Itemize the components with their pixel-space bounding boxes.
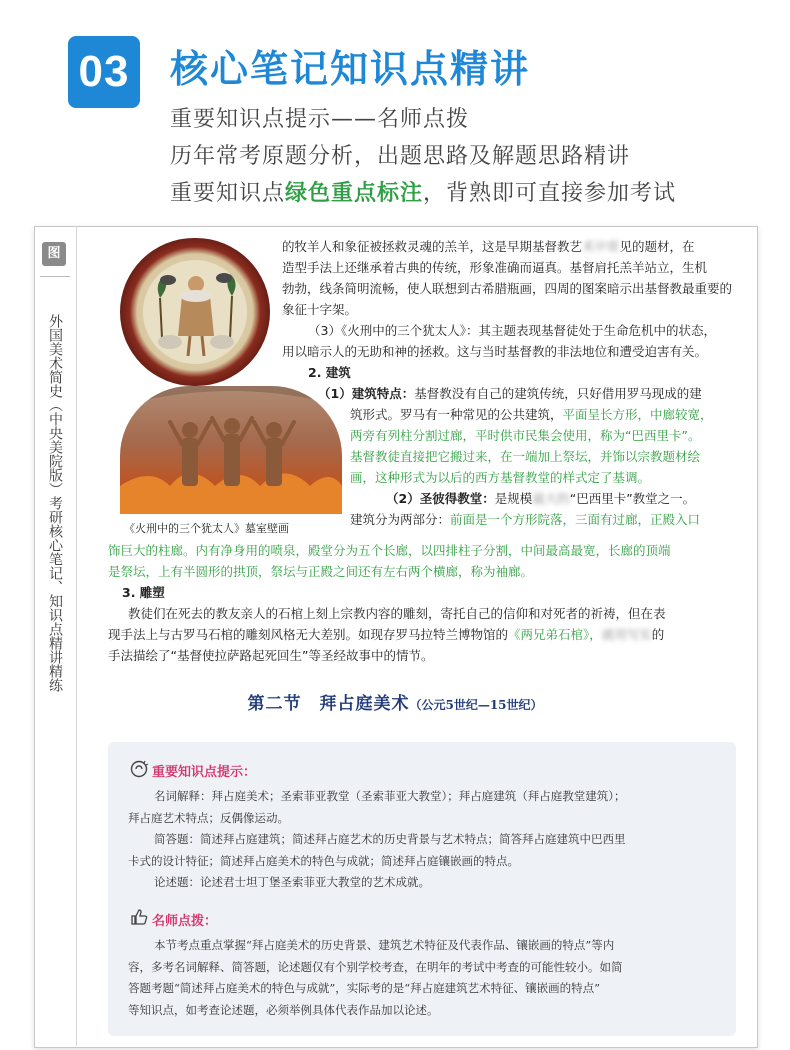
- thumbs-up-icon: [130, 908, 148, 926]
- sub-heading: 2. 建筑: [308, 365, 351, 380]
- text-line: 教徒们在死去的教友亲人的石棺上刻上宗教内容的雕刻，寄托自己的信仰和对死者的祈祷，但在表: [128, 606, 666, 621]
- heading-architecture: [308, 362, 738, 383]
- text-line: 答题考题“简述拜占庭美术的特色与成就”，实际考的是“拜占庭建筑艺术特征、镶嵌画的特点”: [128, 981, 601, 995]
- text-line: 筑形式。罗马有一种常见的公共建筑，平面呈长方形，中廊较宽，: [350, 407, 713, 422]
- three-hebrews-illustration: [120, 386, 342, 514]
- text-line: 造型手法上还继承着古典的传统，形象准确而逼真。基督肩托羔羊站立，生机: [282, 260, 708, 275]
- tips-heading: 重要知识点提示：: [152, 765, 257, 780]
- text-line: 拜占庭艺术特点；反偶像运动。: [128, 810, 289, 825]
- section-period: （公元5世纪—15世纪）: [409, 698, 543, 712]
- tips-content: [128, 786, 728, 894]
- book-title-vertical: 外国美术简史（中央美院版）考研核心笔记、知识点精讲精练: [47, 314, 63, 692]
- header-line-3-a: 重要知识点: [170, 181, 286, 206]
- text-line: 勃勃，线条简明流畅，使人联想到古希腊瓶画，四周的图案暗示出基督教最重要的: [282, 281, 733, 296]
- three-hebrews-image: [120, 386, 342, 514]
- text-line-highlight: 是祭坛，上有半圆形的拱顶，祭坛与正殿之间还有左右两个横廊，称为袖廊。: [108, 564, 534, 579]
- teacher-tips-heading: 名师点拨：: [152, 914, 218, 929]
- text-line: 简答题：简述拜占庭建筑；简述拜占庭艺术的历史背景与艺术特点；简答拜占庭建筑中巴西里: [154, 832, 626, 846]
- text-line: 名词解释：拜占庭美术；圣索菲亚教堂（圣索菲亚大教堂）；拜占庭建筑（拜占庭教堂建筑）；: [154, 789, 626, 803]
- paragraph-st-peter: [108, 530, 738, 582]
- text-line: 用以暗示人的无助和神的拯救。这与当时基督教的非法地位和遭受迫害有关。: [282, 344, 708, 359]
- paragraph-shepherd: [282, 236, 738, 362]
- book-logo-icon: 图: [42, 242, 66, 266]
- figure-caption: 《火刑中的三个犹太人》墓室壁画: [124, 522, 289, 535]
- sub-heading: 3. 雕塑: [122, 585, 165, 600]
- page-title: 核心笔记知识点精讲: [170, 47, 531, 91]
- watermark-blur: 术中常: [582, 239, 620, 254]
- paragraph-sculpture: [108, 603, 740, 666]
- text-line: 的牧羊人和象征被拯救灵魂的羔羊，这是早期基督教艺术中常见的题材，在: [282, 239, 695, 254]
- text-line: 卡式的设计特征；简述拜占庭美术的特色与成就；简述拜占庭镶嵌画的特点。: [128, 853, 519, 868]
- good-shepherd-image: [120, 238, 270, 386]
- spine-divider: [40, 276, 70, 277]
- text-line: 建筑分为两部分：前面是一个方形院落，三面有过廊，正殿入口: [350, 512, 701, 527]
- watermark-blur: 最大的: [532, 491, 570, 506]
- text-line: 现手法上与古罗马石棺的雕刻风格无大差别。如现存罗马拉特兰博物馆的《两兄弟石棺》，就用写实的: [108, 627, 665, 642]
- text-line: 象征十字架。: [282, 302, 358, 317]
- header-line-1: 重要知识点提示——名师点拨: [170, 107, 470, 132]
- text-line-highlight: 基督教徒直接把它搬过来，在一端加上祭坛，并饰以宗教题材绘: [350, 449, 701, 464]
- header-line-2: 历年常考原题分析，出题思路及解题思路精讲: [170, 144, 631, 169]
- text-line: （2）圣彼得教堂：是规模最大的“巴西里卡”教堂之一。: [386, 491, 696, 506]
- text-line: 容，多考名词解释、简答题，论述题仅有个别学校考查，在明年的考试中考查的可能性较小。如简: [128, 959, 623, 974]
- watermark-blur: 就用写实: [601, 627, 652, 642]
- paragraph-architecture-features: [318, 383, 738, 404]
- text-line-highlight: 两旁有列柱分割过廊，平时供市民集会使用，称为“巴西里卡”。: [350, 428, 701, 443]
- header-line-3-c: ，背熟即可直接参加考试: [423, 181, 677, 206]
- text-line: 本节考点重点掌握“拜占庭美术的历史背景、建筑艺术特征及代表作品、镶嵌画的特点”等内: [154, 938, 615, 952]
- teacher-tips-content: [128, 935, 728, 1021]
- heading-sculpture: [122, 582, 738, 603]
- paragraph-architecture-body: [350, 404, 740, 530]
- header-line-3-green: 绿色重点标注: [285, 181, 424, 206]
- section-title: 第二节 拜占庭美术: [247, 694, 410, 714]
- good-shepherd-illustration: [120, 238, 270, 386]
- section-heading: [0, 689, 790, 714]
- text-line: （3）《火刑中的三个犹太人》：其主题表现基督徒处于生命危机中的状态，: [308, 323, 716, 338]
- sparkle-icon: [130, 760, 148, 778]
- text-line-highlight: 画，这种形式为以后的西方基督教堂的样式定了基调。: [350, 470, 651, 485]
- text-line: 等知识点，如考查论述题，必须举例具体代表作品加以论述。: [128, 1002, 439, 1017]
- header-line-3: [170, 176, 676, 207]
- text-line: 手法描绘了“基督使拉萨路起死回生”等圣经故事中的情节。: [108, 648, 434, 663]
- text-line: 论述题：论述君士坦丁堡圣索菲亚大教堂的艺术成就。: [154, 875, 430, 889]
- text-line: （1）建筑特点：基督教没有自己的建筑传统，只好借用罗马现成的建: [318, 386, 702, 401]
- section-number-badge: 03: [68, 36, 140, 108]
- page-spine: [34, 226, 77, 1046]
- text-line-highlight: 饰巨大的柱廊。内有净身用的喷泉，殿堂分为五个长廊，以四排柱子分割，中间最高最宽，长廊的顶端: [108, 543, 671, 558]
